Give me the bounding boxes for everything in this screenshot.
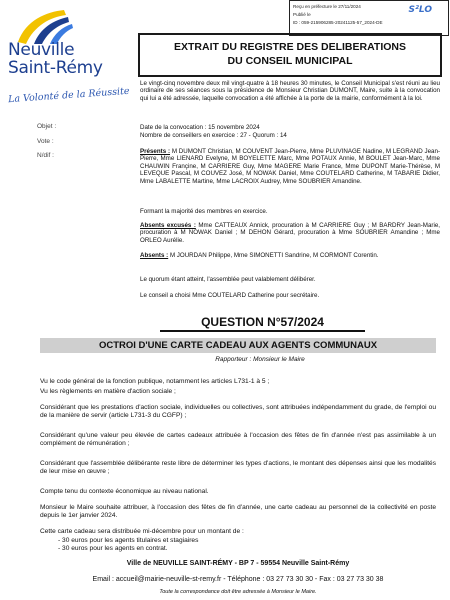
page-footer bbox=[40, 560, 436, 595]
amount-item-1 bbox=[58, 537, 358, 545]
convocation-date: Date de la convocation : 15 novembre 2024 bbox=[140, 124, 260, 131]
consideration-1: Vu le code général de la fonction publique, notamment les articles L731-1 à 5 ; bbox=[40, 378, 270, 385]
councillor-count: Nombre de conseillers en exercice : 27 - Quorum : 14 bbox=[140, 132, 287, 139]
majority-note: Formant la majorité des membres en exercice. bbox=[140, 208, 268, 215]
footer-contact: Email : accueil@mairie-neuville-st-remy.fr - Téléphone : 03 27 73 30 30 - Fax : 03 27 73 30 38 bbox=[92, 576, 384, 583]
stamp-id: ID : 059-215906285-20241125-57_2024-DE bbox=[293, 20, 383, 25]
absents-label: Absents : bbox=[140, 252, 169, 259]
absents-list: M JOURDAN Philippe, Mme SIMONETTI Sandrine, M CORMONT Corentin. bbox=[169, 252, 379, 259]
excuses-list: Mme CATTEAUX Annick, procuration à M CARRIERE Guy ; M BARDRY Jean-Marie, procuration à M NOWAK Daniel ; M DEHON Gérard, procuration à Mme SOUBRIER Amandine ; Mme ORLEO Aurélie. bbox=[140, 222, 440, 244]
consideration-7: Monsieur le Maire souhaite attribuer, à l'occasion des fêtes de fin d'année, une carte cadeau au personnel de la collectivité en poste depuis le 1er janvier 2024. bbox=[40, 504, 436, 519]
bullet-dash-icon: - bbox=[58, 545, 63, 552]
absents-block bbox=[140, 252, 440, 259]
title-line-2: DU CONSEIL MUNICIPAL bbox=[227, 55, 353, 67]
amount-text-2: 30 euros pour les agents en contrat. bbox=[62, 545, 168, 552]
prefecture-stamp bbox=[289, 0, 449, 36]
title-line-1: EXTRAIT DU REGISTRE DES DELIBERATIONS bbox=[174, 41, 406, 53]
logo-name-line1: Neuville bbox=[8, 40, 75, 60]
document-title bbox=[138, 33, 442, 77]
logo-slogan: La Volonté de la Réussite bbox=[7, 85, 130, 106]
town-logo bbox=[6, 6, 130, 114]
slo-mark: S²LO bbox=[408, 5, 432, 15]
stamp-published: Publié le bbox=[293, 12, 311, 17]
logo-name-line2: Saint-Rémy bbox=[8, 58, 103, 78]
excuses-block bbox=[140, 222, 440, 244]
consideration-3: Considérant que les prestations d'action sociale, individuelles ou collectives, sont attribuées indépendamment du grade, de l'emploi ou de la manière de servir (article L731-3 du CGFP) ; bbox=[40, 404, 436, 419]
consideration-8: Cette carte cadeau sera distribuée mi-décembre pour un montant de : bbox=[40, 528, 244, 535]
margin-label-ndif: N/dif : bbox=[37, 152, 54, 159]
margin-label-vote: Vote : bbox=[37, 138, 54, 145]
amount-text-1: 30 euros pour les agents titulaires et stagiaires bbox=[62, 537, 199, 544]
presents-block bbox=[140, 148, 440, 185]
consideration-2: Vu les règlements en matière d'action sociale ; bbox=[40, 388, 176, 395]
stamp-received: Reçu en préfecture le 27/11/2024 bbox=[293, 4, 361, 9]
consideration-5: Considérant que l'assemblée délibérante reste libre de déterminer les types d'actions, le montant des dépenses ainsi que les modalités de leur mise en œuvre ; bbox=[40, 460, 436, 475]
consideration-4: Considérant qu'une valeur peu élevée de cartes cadeaux attribuée à l'occasion des fêtes de fin d'année n'est pas assimilable à un complément de rémunération ; bbox=[40, 432, 436, 447]
presents-label: Présents : bbox=[140, 148, 171, 155]
bullet-dash-icon: - bbox=[58, 537, 63, 544]
rapporteur: Rapporteur : Monsieur le Maire bbox=[215, 356, 305, 363]
footer-note: Toute la correspondance doit être adressée à Monsieur le Maire. bbox=[159, 589, 317, 595]
quorum-statement: Le quorum étant atteint, l'assemblée peut valablement délibérer. bbox=[140, 276, 316, 283]
secretary-statement: Le conseil a choisi Mme COUTELARD Catherine pour secrétaire. bbox=[140, 292, 320, 299]
question-subject: OCTROI D'UNE CARTE CADEAU AUX AGENTS COMMUNAUX bbox=[40, 338, 436, 353]
intro-paragraph: Le vingt-cinq novembre deux mil vingt-quatre à 18 heures 30 minutes, le Conseil Municipal s'est réuni au lieu ordinaire de ses séances sous la présidence de Monsieur Christian DUMONT, Maire, suite à la convocation qui lui a été adressée, laquelle convocation a été affichée à la porte de la mairie, conformément à la loi. bbox=[140, 80, 440, 102]
consideration-6: Compte tenu du contexte économique au niveau national. bbox=[40, 488, 209, 495]
margin-label-objet: Objet : bbox=[37, 123, 57, 130]
question-number: QUESTION N°57/2024 bbox=[160, 314, 365, 332]
footer-address: Ville de NEUVILLE SAINT-RÉMY - BP 7 - 59554 Neuville Saint-Rémy bbox=[126, 560, 350, 567]
excuses-label: Absents excusés : bbox=[140, 222, 196, 229]
amount-item-2 bbox=[58, 545, 358, 553]
presents-list: M DUMONT Christian, M COUVENT Jean-Pierre, Mme PLUVINAGE Nadine, M LEGRAND Jean-Pierre, Mme LIENARD Evelyne, M BOYELETTE Marc, Mme POTAUX Annie, M BOULET Jean-Marc, Mme CHAUWIN Françine, M CARRIERE Guy, Mme MAGERE Marie France, Mme DUPONT Marie-Thérèse, M LEVEQUE Pascal, M COUVEZ José, M NOWAK Daniel, Mme COUTELARD Catherine, M TABARIE Didier, Mme LABALETTE Martine, Mme LACROIX Audrey, Mme SOUBRIER Amandine. bbox=[140, 148, 441, 185]
